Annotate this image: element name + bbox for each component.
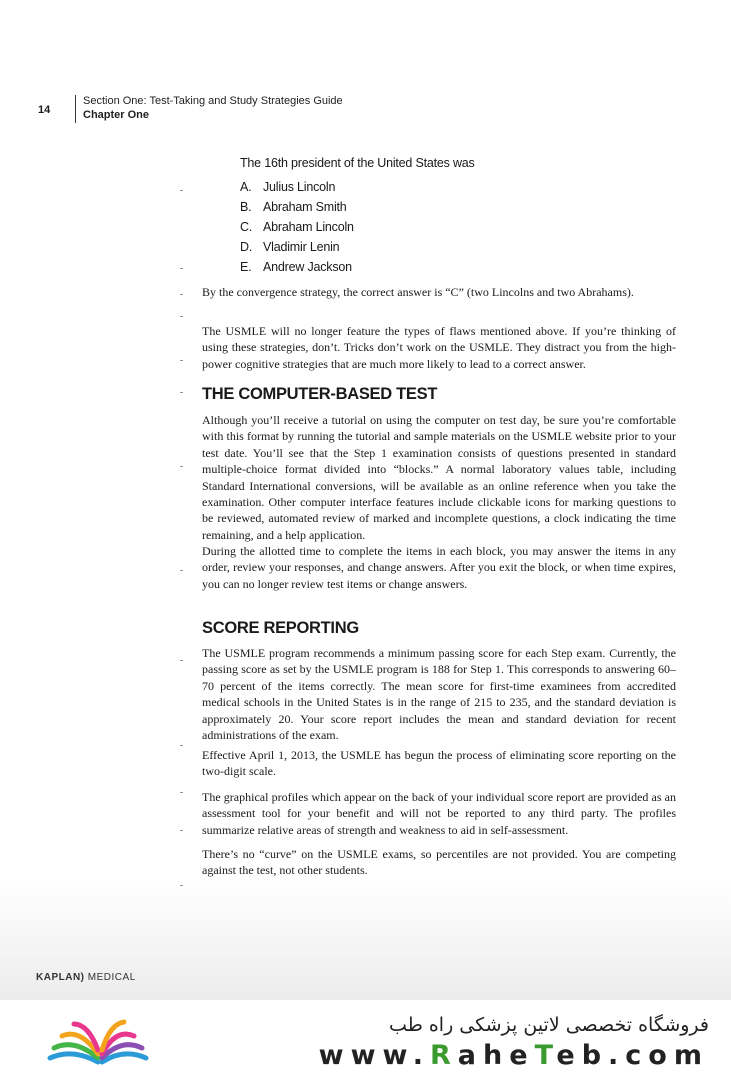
- margin-mark: [180, 570, 183, 571]
- option-a: A. Julius Lincoln: [240, 180, 336, 194]
- kaplan-medical-logo: KAPLAN) MEDICAL: [36, 972, 136, 983]
- score-paragraph-4: There’s no “curve” on the USMLE exams, so percentiles are not provided. You are competing against the test, not other students.: [202, 847, 676, 878]
- option-d: D. Vladimir Lenin: [240, 240, 340, 254]
- margin-mark: [180, 466, 183, 467]
- margin-mark: [180, 792, 183, 793]
- margin-mark: [180, 268, 183, 269]
- chapter-title: Chapter One: [83, 109, 150, 121]
- option-b: B. Abraham Smith: [240, 200, 347, 214]
- score-reporting-heading: SCORE REPORTING: [202, 619, 359, 637]
- score-paragraph-3: The graphical profiles which appear on the back of your individual score report are provided as an assessment tool for your benefit and will not be reported to any third party. The profiles summarize relative areas of strength and weakness to aid in self-assessment.: [202, 790, 676, 837]
- margin-mark: [180, 392, 183, 393]
- margin-mark: [180, 830, 183, 831]
- flaws-paragraph: The USMLE will no longer feature the types of flaws mentioned above. If you’re thinking of using these strategies, don’t. Tricks don’t work on the USMLE. They distract you from the high-power cognitive strategies that are much more likely to lead to a correct answer.: [202, 324, 676, 371]
- score-paragraph-2: Effective April 1, 2013, the USMLE has begun the process of eliminating score reporting on the two-digit scale.: [202, 748, 676, 779]
- margin-mark: [180, 745, 183, 746]
- section-title: Section One: Test-Taking and Study Strategies Guide: [83, 95, 343, 107]
- margin-mark: [180, 294, 183, 295]
- margin-mark: [180, 885, 183, 886]
- cbt-paragraph-1: Although you’ll receive a tutorial on using the computer on test day, be sure you’re comfortable with this format by running the tutorial and sample materials on the USMLE website prior to your test date. You’ll see that the Step 1 examination consists of questions presented in standard multiple-choice format divided into “blocks.” A normal laboratory values table, including Standard International conversions, will be available as an online reference when you take the examination. Other computer interface features include clickable icons for marking questions to be reviewed, automated review of marked and incomplete questions, a clock indicating the time remaining, and a help application.: [202, 413, 676, 542]
- computer-based-test-heading: THE COMPUTER-BASED TEST: [202, 385, 438, 403]
- cbt-paragraph-2: During the allotted time to complete the items in each block, you may answer the items in any order, review your responses, and change answers. After you exit the block, or when time expires, you can no longer review test items or change answers.: [202, 544, 676, 591]
- header-divider: [75, 95, 76, 123]
- watermark-persian-text: فروشگاه تخصصی لاتین پزشکی راه طب: [389, 1014, 709, 1036]
- margin-mark: [180, 316, 183, 317]
- margin-mark: [180, 360, 183, 361]
- margin-mark: [180, 190, 183, 191]
- convergence-paragraph: By the convergence strategy, the correct answer is “C” (two Lincolns and two Abrahams).: [202, 285, 634, 299]
- margin-mark: [180, 660, 183, 661]
- score-paragraph-1: The USMLE program recommends a minimum passing score for each Step exam. Currently, the passing score as set by the USMLE program is 188 for Step 1. This corresponds to answering 60–70 percent of the items correctly. The mean score for first-time examinees from accredited medical schools in the United States is in the range of 215 to 235, and the standard deviation is approximately 20. Your score report includes the mean and standard deviation for recent administrations of the exam.: [202, 646, 676, 743]
- page-number: 14: [38, 104, 51, 116]
- rahe-teb-book-logo-icon: [40, 1010, 160, 1070]
- option-c: C. Abraham Lincoln: [240, 220, 354, 234]
- watermark-url: www.RaheTeb.com: [318, 1040, 709, 1071]
- option-e: E. Andrew Jackson: [240, 260, 352, 274]
- example-question-stem: The 16th president of the United States was: [240, 156, 475, 170]
